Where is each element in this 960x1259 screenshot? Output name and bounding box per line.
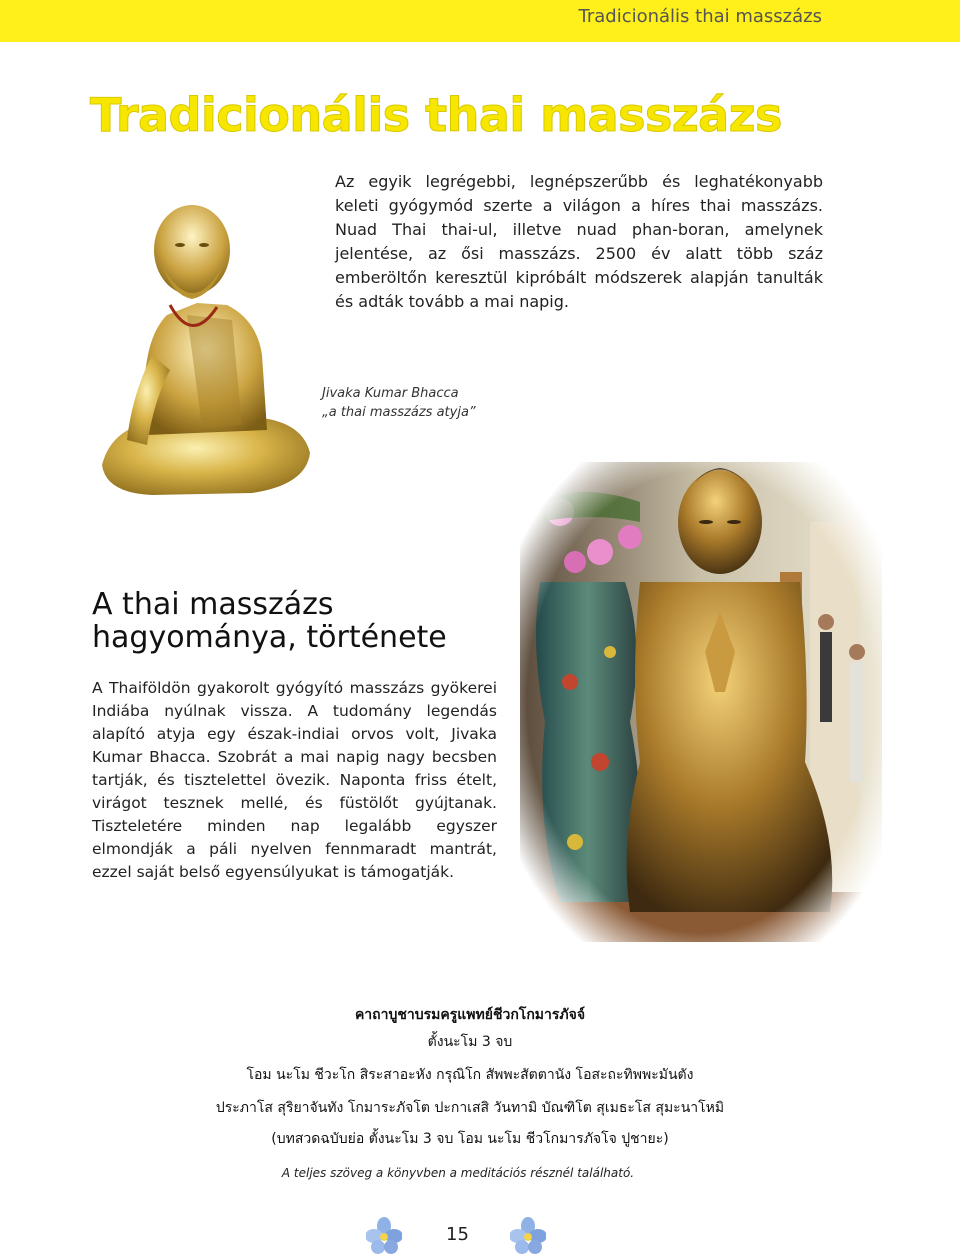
header-bar bbox=[0, 0, 960, 42]
mantra-line-1: ตั้งนะโม 3 จบ bbox=[427, 1034, 513, 1050]
section-body-text: A Thaiföldön gyakorolt gyógyító masszázs gyökerei Indiába nyúlnak vissza. A tudomány legendás alapító atyja egy észak-indiai orvos volt, Jivaka Kumar Bhacca. Szobrát a mai napig nagy becsben tartják, és tisztelettel övezik. Naponta friss ételt, virágot tesznek mellé, és füstölőt gyújtanak. Tiszteletére minden nap legalább egyszer elmondják a páli nyelven fennmaradt mantrát, ezzel saját belső egyensúlyukat is támogatják. bbox=[92, 679, 497, 881]
caption-name: Jivaka Kumar Bhacca bbox=[322, 386, 459, 401]
footnote: A teljes szöveg a könyvben a meditációs résznél található. bbox=[281, 1166, 635, 1180]
mantra-line-4: (บทสวดฉบับย่อ ตั้งนะโม 3 จบ โอม นะโม ชีวโกมารภัจโจ ปูชายะ) bbox=[271, 1131, 669, 1147]
section-heading bbox=[92, 588, 512, 654]
intro-paragraph: Az egyik legrégebbi, legnépszerűbb és leghatékonyabb keleti gyógymód szerte a világon a híres thai masszázs. Nuad Thai thai-ul, illetve nuad phan-boran, amelynek jelentése, az ősi masszázs. 2500 év alatt több száz emberöltőn keresztül kipróbált módszerek alapján tanulták és adták tovább a mai napig. bbox=[335, 172, 823, 311]
page-title: Tradicionális thai masszázs bbox=[90, 88, 782, 142]
kneeling-statue-photo bbox=[520, 462, 882, 942]
section-heading-line2: hagyománya, története bbox=[92, 620, 447, 655]
section-heading-line1: A thai masszázs bbox=[92, 587, 334, 622]
flower-icon bbox=[366, 1217, 402, 1255]
mantra-line-2: โอม นะโม ชีวะโก สิระสาอะหัง กรุณิโก สัพพะสัตตานัง โอสะถะทิพพะมันตัง bbox=[246, 1067, 694, 1083]
mantra-title: คาถาบูชาบรมครูแพทย์ชีวกโกมารภัจจ์ bbox=[354, 1007, 586, 1023]
statue-caption bbox=[322, 384, 476, 422]
running-title: Tradicionális thai masszázs bbox=[578, 6, 822, 27]
page-number: 15 bbox=[446, 1224, 469, 1245]
mantra-line-3: ประภาโส สุริยาจันทัง โกมาระภัจโต ปะกาเสสิ วันทามิ บัณฑิโต สุเมธะโส สุมะนาโหมิ bbox=[215, 1100, 725, 1116]
seated-statue-image bbox=[92, 195, 317, 505]
caption-subtitle: „a thai masszázs atyja” bbox=[322, 405, 476, 420]
flower-icon bbox=[510, 1217, 546, 1255]
